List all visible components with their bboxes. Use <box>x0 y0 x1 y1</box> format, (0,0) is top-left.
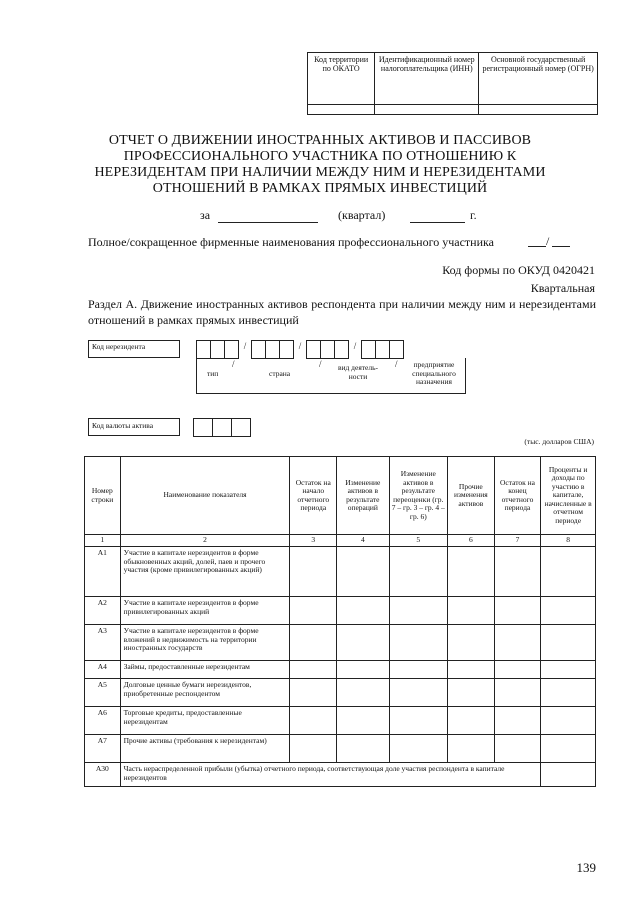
sublabel-activity: вид деятель-ности <box>337 363 379 381</box>
code-box <box>362 341 376 359</box>
data-cell <box>541 597 596 625</box>
data-cell <box>494 597 541 625</box>
company-name-slash: / <box>546 234 550 248</box>
data-cell <box>337 597 390 625</box>
units-label: (тыс. долларов США) <box>524 437 594 446</box>
data-cell <box>448 661 495 679</box>
row-name: Прочие активы (требования к нерезидентам) <box>120 735 290 763</box>
table-row <box>85 625 596 661</box>
code-slash: / <box>353 340 357 351</box>
col-number: 6 <box>448 535 495 547</box>
data-cell <box>389 679 447 707</box>
row-name: Долговые ценные бумаги нерезидентов, приобретенные респондентом <box>120 679 290 707</box>
data-cell <box>337 679 390 707</box>
currency-box <box>213 419 232 437</box>
nonresident-code-grid <box>196 340 404 359</box>
row-code: А3 <box>85 625 121 661</box>
table-row <box>85 547 596 597</box>
col-number: 4 <box>337 535 390 547</box>
data-cell <box>494 547 541 597</box>
row-name: Торговые кредиты, предоставленные нерезидентам <box>120 707 290 735</box>
code-slash: / <box>298 340 302 351</box>
header-opening-balance: Остаток на начало отчетного периода <box>290 457 337 535</box>
table-row <box>85 763 596 787</box>
data-cell <box>290 597 337 625</box>
data-cell <box>290 661 337 679</box>
row-code: А4 <box>85 661 121 679</box>
report-title: ОТЧЕТ О ДВИЖЕНИИ ИНОСТРАННЫХ АКТИВОВ И ПАССИВОВ ПРОФЕССИОНАЛЬНОГО УЧАСТНИКА ПО ОТНОШЕНИЮ К НЕРЕЗИДЕНТАМ ПРИ НАЛИЧИИ МЕЖДУ НИМ И НЕРЕЗИДЕНТАМИ ОТНОШЕНИЙ В РАМКАХ ПРЯМЫХ ИНВЕСТИЦИЙ <box>94 133 546 196</box>
assets-table <box>84 456 596 787</box>
sublabel-country: страна <box>269 369 291 378</box>
data-cell <box>389 547 447 597</box>
data-cell <box>541 625 596 661</box>
sublabel-slash-2: / <box>319 359 322 369</box>
table-row <box>85 597 596 625</box>
data-cell <box>389 597 447 625</box>
header-row-number: Номер строки <box>85 457 121 535</box>
data-cell <box>290 625 337 661</box>
row-code: А30 <box>85 763 121 787</box>
data-cell <box>448 679 495 707</box>
currency-code-grid <box>193 418 251 437</box>
data-cell <box>494 661 541 679</box>
period-quarter: (квартал) <box>338 208 386 222</box>
top-codes-table <box>307 52 598 115</box>
col-number: 1 <box>85 535 121 547</box>
code-box <box>390 341 404 359</box>
code-box <box>211 341 225 359</box>
company-name-underline-2 <box>552 246 570 247</box>
data-cell <box>494 735 541 763</box>
data-cell <box>290 707 337 735</box>
row-code: А1 <box>85 547 121 597</box>
currency-code-label: Код валюты актива <box>88 418 180 436</box>
header-change-revaluation: Изменение активов в результате переоценки (гр. 7 – гр. 3 – гр. 4 – гр. 6) <box>389 457 447 535</box>
data-cell <box>541 707 596 735</box>
data-cell <box>337 661 390 679</box>
inn-header: Идентификационный номер налогоплательщика (ИНН) <box>375 53 479 105</box>
okud-code: Код формы по ОКУД 0420421 <box>442 263 595 277</box>
table-row <box>85 707 596 735</box>
code-box <box>225 341 239 359</box>
header-interest-income: Проценты и доходы по участию в капитале, начисленные в отчетном периоде <box>541 457 596 535</box>
row-code: А5 <box>85 679 121 707</box>
period-year: г. <box>470 208 477 222</box>
company-name-underline-1 <box>528 246 546 247</box>
row-name: Участие в капитале нерезидентов в форме привилегированных акций <box>120 597 290 625</box>
code-slash: / <box>243 340 247 351</box>
page-number: 139 <box>576 860 596 875</box>
nonresident-code-sublabels <box>196 358 466 394</box>
data-cell <box>494 707 541 735</box>
data-cell <box>448 547 495 597</box>
col-number: 8 <box>541 535 596 547</box>
company-name-label: Полное/сокращенное фирменные наименования профессионального участника <box>88 235 494 249</box>
sublabel-type: тип <box>207 369 219 378</box>
col-number: 2 <box>120 535 290 547</box>
data-cell <box>494 625 541 661</box>
data-cell <box>389 707 447 735</box>
data-cell <box>448 597 495 625</box>
data-cell <box>389 735 447 763</box>
row-code: А7 <box>85 735 121 763</box>
data-cell <box>541 679 596 707</box>
data-cell <box>541 763 596 787</box>
period-za: за <box>200 208 211 222</box>
header-other-changes: Прочие изменения активов <box>448 457 495 535</box>
header-indicator-name: Наименование показателя <box>120 457 290 535</box>
code-box <box>280 341 294 359</box>
header-closing-balance: Остаток на конец отчетного периода <box>494 457 541 535</box>
data-cell <box>448 735 495 763</box>
data-cell <box>337 707 390 735</box>
periodicity: Квартальная <box>530 281 595 295</box>
code-box <box>266 341 280 359</box>
period-year-underline <box>410 222 465 223</box>
data-cell <box>494 679 541 707</box>
data-cell <box>541 661 596 679</box>
data-cell <box>448 625 495 661</box>
code-box <box>252 341 266 359</box>
sublabel-slash-1: / <box>232 359 235 369</box>
data-cell <box>337 735 390 763</box>
currency-box <box>194 419 213 437</box>
data-cell <box>337 625 390 661</box>
code-box <box>376 341 390 359</box>
table-row <box>85 679 596 707</box>
currency-box <box>232 419 251 437</box>
okato-header: Код территории по ОКАТО <box>308 53 375 105</box>
table-row <box>85 661 596 679</box>
row-code: А6 <box>85 707 121 735</box>
inn-value-cell <box>375 105 479 115</box>
nonresident-code-label: Код нерезидента <box>88 340 180 358</box>
sublabel-slash-3: / <box>395 359 398 369</box>
header-change-operations: Изменение активов в результате операций <box>337 457 390 535</box>
section-a-title: Раздел А. Движение иностранных активов респондента при наличии между ним и нерезидентами отношений в рамках прямых инвестиций <box>88 297 596 327</box>
row-name: Участие в капитале нерезидентов в форме вложений в недвижимость на территории иностранных государств <box>120 625 290 661</box>
data-cell <box>290 547 337 597</box>
data-cell <box>290 735 337 763</box>
nonresident-code-boxes <box>196 340 404 359</box>
row-code: А2 <box>85 597 121 625</box>
ogrn-header: Основной государственный регистрационный номер (ОГРН) <box>479 53 598 105</box>
row-name: Участие в капитале нерезидентов в форме обыкновенных акций, долей, паев и прочего участия (кроме привилегированных акций) <box>120 547 290 597</box>
code-box <box>321 341 335 359</box>
code-box <box>335 341 349 359</box>
row-name: Часть нераспределенной прибыли (убытка) отчетного периода, соответствующая доле участия респондента в капитале нерезидентов <box>120 763 541 787</box>
data-cell <box>448 707 495 735</box>
col-number: 7 <box>494 535 541 547</box>
data-cell <box>541 735 596 763</box>
col-number: 5 <box>389 535 447 547</box>
code-box <box>197 341 211 359</box>
row-name: Займы, предоставленные нерезидентам <box>120 661 290 679</box>
data-cell <box>337 547 390 597</box>
data-cell <box>389 661 447 679</box>
data-cell <box>541 547 596 597</box>
period-za-underline <box>218 222 318 223</box>
col-number: 3 <box>290 535 337 547</box>
data-cell <box>290 679 337 707</box>
sublabel-special: предприятие специального назначения <box>412 360 456 386</box>
ogrn-value-cell <box>479 105 598 115</box>
okato-value-cell <box>308 105 375 115</box>
code-box <box>307 341 321 359</box>
table-row <box>85 735 596 763</box>
data-cell <box>389 625 447 661</box>
